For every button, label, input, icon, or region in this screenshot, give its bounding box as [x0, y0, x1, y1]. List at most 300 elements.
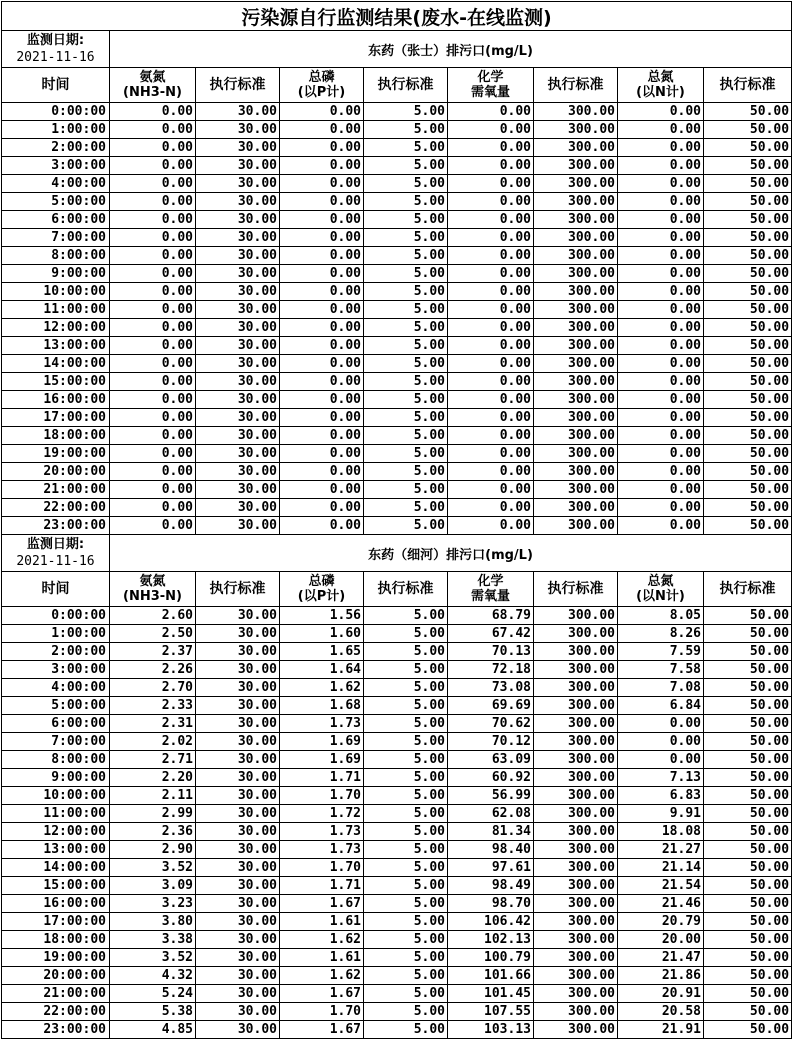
value-cell: 3.23 [110, 895, 196, 913]
table-row [2, 265, 792, 283]
column-header-line2: (以N计) [636, 85, 685, 100]
value-cell: 2.11 [110, 787, 196, 805]
value-cell: 5.00 [364, 751, 448, 769]
table-row [2, 751, 792, 769]
value-cell: 0.00 [110, 337, 196, 355]
value-cell: 3.09 [110, 877, 196, 895]
value-cell: 30.00 [196, 319, 280, 337]
value-cell: 0.00 [448, 445, 534, 463]
value-cell: 102.13 [448, 931, 534, 949]
value-cell: 20.79 [618, 913, 704, 931]
table-row [2, 823, 792, 841]
time-cell: 7:00:00 [2, 229, 110, 247]
value-cell: 4.32 [110, 967, 196, 985]
value-cell: 2.31 [110, 715, 196, 733]
value-cell: 50.00 [704, 607, 792, 625]
value-cell: 5.00 [364, 679, 448, 697]
value-cell: 0.00 [280, 139, 364, 157]
table-row [2, 373, 792, 391]
column-header [534, 68, 618, 103]
time-cell: 21:00:00 [2, 481, 110, 499]
time-cell: 19:00:00 [2, 445, 110, 463]
value-cell: 1.73 [280, 715, 364, 733]
value-cell: 30.00 [196, 859, 280, 877]
value-cell: 0.00 [280, 517, 364, 535]
value-cell: 300.00 [534, 661, 618, 679]
value-cell: 30.00 [196, 967, 280, 985]
time-cell: 20:00:00 [2, 967, 110, 985]
value-cell: 300.00 [534, 193, 618, 211]
value-cell: 5.00 [364, 823, 448, 841]
value-cell: 50.00 [704, 409, 792, 427]
value-cell: 5.00 [364, 499, 448, 517]
value-cell: 0.00 [280, 193, 364, 211]
value-cell: 98.40 [448, 841, 534, 859]
value-cell: 5.00 [364, 715, 448, 733]
time-cell: 16:00:00 [2, 895, 110, 913]
value-cell: 50.00 [704, 751, 792, 769]
column-header [2, 68, 110, 103]
value-cell: 0.00 [618, 157, 704, 175]
value-cell: 21.86 [618, 967, 704, 985]
value-cell: 0.00 [618, 733, 704, 751]
column-header-line2: (NH3-N) [123, 589, 182, 604]
column-header-line1: 氨氮 [139, 574, 166, 589]
table-row [2, 805, 792, 823]
value-cell: 30.00 [196, 337, 280, 355]
time-cell: 16:00:00 [2, 391, 110, 409]
value-cell: 300.00 [534, 607, 618, 625]
value-cell: 5.00 [364, 211, 448, 229]
value-cell: 50.00 [704, 967, 792, 985]
value-cell: 0.00 [280, 481, 364, 499]
value-cell: 30.00 [196, 985, 280, 1003]
column-header-line1: 总磷 [308, 574, 335, 589]
column-header-line1: 执行标准 [209, 580, 266, 597]
value-cell: 63.09 [448, 751, 534, 769]
value-cell: 300.00 [534, 769, 618, 787]
column-header-line1: 执行标准 [719, 76, 776, 93]
value-cell: 5.00 [364, 175, 448, 193]
value-cell: 300.00 [534, 1021, 618, 1039]
value-cell: 2.36 [110, 823, 196, 841]
value-cell: 5.00 [364, 877, 448, 895]
table-row [2, 247, 792, 265]
value-cell: 30.00 [196, 895, 280, 913]
value-cell: 5.00 [364, 319, 448, 337]
time-cell: 22:00:00 [2, 499, 110, 517]
value-cell: 101.45 [448, 985, 534, 1003]
value-cell: 0.00 [448, 121, 534, 139]
value-cell: 5.00 [364, 355, 448, 373]
value-cell: 5.00 [364, 805, 448, 823]
table-row [2, 967, 792, 985]
value-cell: 30.00 [196, 625, 280, 643]
section-header-row [2, 535, 792, 572]
value-cell: 300.00 [534, 499, 618, 517]
value-cell: 30.00 [196, 841, 280, 859]
value-cell: 2.37 [110, 643, 196, 661]
value-cell: 0.00 [110, 499, 196, 517]
value-cell: 0.00 [618, 391, 704, 409]
value-cell: 50.00 [704, 265, 792, 283]
time-cell: 0:00:00 [2, 607, 110, 625]
value-cell: 5.00 [364, 769, 448, 787]
value-cell: 50.00 [704, 859, 792, 877]
value-cell: 300.00 [534, 427, 618, 445]
value-cell: 5.00 [364, 427, 448, 445]
value-cell: 0.00 [280, 445, 364, 463]
value-cell: 30.00 [196, 661, 280, 679]
time-cell: 11:00:00 [2, 301, 110, 319]
value-cell: 1.60 [280, 625, 364, 643]
value-cell: 0.00 [448, 517, 534, 535]
table-row [2, 841, 792, 859]
value-cell: 30.00 [196, 643, 280, 661]
value-cell: 300.00 [534, 643, 618, 661]
column-header-line1: 执行标准 [547, 76, 604, 93]
table-row [2, 517, 792, 535]
value-cell: 5.00 [364, 697, 448, 715]
value-cell: 1.70 [280, 1003, 364, 1021]
time-cell: 4:00:00 [2, 679, 110, 697]
value-cell: 1.73 [280, 841, 364, 859]
table-row [2, 499, 792, 517]
value-cell: 97.61 [448, 859, 534, 877]
value-cell: 70.62 [448, 715, 534, 733]
value-cell: 5.00 [364, 121, 448, 139]
value-cell: 50.00 [704, 157, 792, 175]
time-cell: 18:00:00 [2, 931, 110, 949]
value-cell: 0.00 [110, 211, 196, 229]
value-cell: 101.66 [448, 967, 534, 985]
value-cell: 5.00 [364, 895, 448, 913]
value-cell: 50.00 [704, 931, 792, 949]
value-cell: 50.00 [704, 985, 792, 1003]
value-cell: 50.00 [704, 1003, 792, 1021]
column-header [280, 572, 364, 607]
value-cell: 300.00 [534, 103, 618, 121]
monitoring-date [2, 31, 110, 68]
table-row [2, 157, 792, 175]
column-header [280, 68, 364, 103]
date-value: 2021-11-16 [16, 50, 95, 65]
column-header-line1: 氨氮 [139, 70, 166, 85]
value-cell: 18.08 [618, 823, 704, 841]
time-cell: 7:00:00 [2, 733, 110, 751]
value-cell: 100.79 [448, 949, 534, 967]
time-cell: 20:00:00 [2, 463, 110, 481]
value-cell: 50.00 [704, 445, 792, 463]
value-cell: 1.65 [280, 643, 364, 661]
value-cell: 30.00 [196, 373, 280, 391]
table-row [2, 643, 792, 661]
column-header-line1: 执行标准 [377, 580, 434, 597]
value-cell: 6.84 [618, 697, 704, 715]
time-cell: 3:00:00 [2, 157, 110, 175]
time-cell: 17:00:00 [2, 913, 110, 931]
value-cell: 50.00 [704, 913, 792, 931]
value-cell: 5.00 [364, 841, 448, 859]
value-cell: 50.00 [704, 121, 792, 139]
value-cell: 106.42 [448, 913, 534, 931]
value-cell: 7.08 [618, 679, 704, 697]
value-cell: 0.00 [448, 193, 534, 211]
value-cell: 50.00 [704, 643, 792, 661]
value-cell: 0.00 [448, 319, 534, 337]
value-cell: 30.00 [196, 697, 280, 715]
value-cell: 300.00 [534, 967, 618, 985]
monitoring-table [1, 1, 792, 1039]
time-cell: 2:00:00 [2, 139, 110, 157]
value-cell: 0.00 [110, 103, 196, 121]
value-cell: 20.91 [618, 985, 704, 1003]
value-cell: 30.00 [196, 607, 280, 625]
table-row [2, 715, 792, 733]
value-cell: 50.00 [704, 211, 792, 229]
value-cell: 50.00 [704, 139, 792, 157]
column-header [704, 68, 792, 103]
time-cell: 2:00:00 [2, 643, 110, 661]
value-cell: 0.00 [280, 499, 364, 517]
value-cell: 50.00 [704, 517, 792, 535]
table-row [2, 103, 792, 121]
value-cell: 5.38 [110, 1003, 196, 1021]
value-cell: 300.00 [534, 715, 618, 733]
value-cell: 0.00 [110, 355, 196, 373]
value-cell: 8.26 [618, 625, 704, 643]
column-header-line2: (NH3-N) [123, 85, 182, 100]
value-cell: 300.00 [534, 337, 618, 355]
value-cell: 5.00 [364, 985, 448, 1003]
value-cell: 0.00 [448, 283, 534, 301]
value-cell: 50.00 [704, 769, 792, 787]
time-cell: 23:00:00 [2, 1021, 110, 1039]
time-cell: 17:00:00 [2, 409, 110, 427]
value-cell: 300.00 [534, 283, 618, 301]
value-cell: 3.52 [110, 949, 196, 967]
value-cell: 0.00 [618, 409, 704, 427]
time-cell: 13:00:00 [2, 337, 110, 355]
value-cell: 50.00 [704, 391, 792, 409]
value-cell: 0.00 [448, 499, 534, 517]
date-label: 监测日期: [26, 537, 85, 552]
value-cell: 50.00 [704, 679, 792, 697]
value-cell: 0.00 [110, 265, 196, 283]
value-cell: 5.00 [364, 1021, 448, 1039]
table-row [2, 283, 792, 301]
value-cell: 21.54 [618, 877, 704, 895]
value-cell: 3.52 [110, 859, 196, 877]
value-cell: 5.00 [364, 931, 448, 949]
time-cell: 14:00:00 [2, 859, 110, 877]
value-cell: 0.00 [618, 715, 704, 733]
value-cell: 5.00 [364, 1003, 448, 1021]
value-cell: 300.00 [534, 625, 618, 643]
value-cell: 5.00 [364, 661, 448, 679]
value-cell: 1.62 [280, 931, 364, 949]
value-cell: 2.33 [110, 697, 196, 715]
value-cell: 2.50 [110, 625, 196, 643]
value-cell: 2.99 [110, 805, 196, 823]
value-cell: 6.83 [618, 787, 704, 805]
value-cell: 50.00 [704, 175, 792, 193]
value-cell: 0.00 [280, 121, 364, 139]
value-cell: 300.00 [534, 697, 618, 715]
value-cell: 2.70 [110, 679, 196, 697]
value-cell: 1.64 [280, 661, 364, 679]
column-header [110, 68, 196, 103]
value-cell: 1.61 [280, 949, 364, 967]
table-row [2, 949, 792, 967]
time-cell: 1:00:00 [2, 121, 110, 139]
value-cell: 0.00 [280, 229, 364, 247]
value-cell: 103.13 [448, 1021, 534, 1039]
value-cell: 50.00 [704, 373, 792, 391]
value-cell: 0.00 [448, 139, 534, 157]
table-row [2, 877, 792, 895]
value-cell: 5.00 [364, 103, 448, 121]
value-cell: 1.69 [280, 733, 364, 751]
value-cell: 0.00 [280, 391, 364, 409]
time-cell: 15:00:00 [2, 877, 110, 895]
value-cell: 300.00 [534, 175, 618, 193]
time-cell: 11:00:00 [2, 805, 110, 823]
value-cell: 50.00 [704, 625, 792, 643]
value-cell: 0.00 [618, 481, 704, 499]
value-cell: 0.00 [448, 463, 534, 481]
value-cell: 300.00 [534, 409, 618, 427]
value-cell: 0.00 [618, 103, 704, 121]
value-cell: 70.12 [448, 733, 534, 751]
column-header-line1: 执行标准 [547, 580, 604, 597]
table-row [2, 679, 792, 697]
time-cell: 3:00:00 [2, 661, 110, 679]
value-cell: 300.00 [534, 931, 618, 949]
value-cell: 21.47 [618, 949, 704, 967]
value-cell: 30.00 [196, 679, 280, 697]
value-cell: 5.00 [364, 283, 448, 301]
value-cell: 0.00 [110, 481, 196, 499]
column-header [704, 572, 792, 607]
value-cell: 30.00 [196, 283, 280, 301]
value-cell: 30.00 [196, 157, 280, 175]
value-cell: 69.69 [448, 697, 534, 715]
value-cell: 30.00 [196, 787, 280, 805]
value-cell: 0.00 [618, 373, 704, 391]
report-sheet [1, 1, 791, 1039]
value-cell: 300.00 [534, 517, 618, 535]
value-cell: 2.20 [110, 769, 196, 787]
column-header [534, 572, 618, 607]
value-cell: 0.00 [110, 409, 196, 427]
value-cell: 0.00 [618, 301, 704, 319]
value-cell: 1.71 [280, 769, 364, 787]
value-cell: 30.00 [196, 949, 280, 967]
value-cell: 0.00 [618, 211, 704, 229]
table-row [2, 175, 792, 193]
value-cell: 50.00 [704, 427, 792, 445]
value-cell: 0.00 [280, 319, 364, 337]
value-cell: 0.00 [110, 193, 196, 211]
value-cell: 0.00 [618, 337, 704, 355]
column-header-line2: (以N计) [636, 589, 685, 604]
value-cell: 0.00 [280, 373, 364, 391]
value-cell: 300.00 [534, 787, 618, 805]
table-row [2, 427, 792, 445]
value-cell: 300.00 [534, 985, 618, 1003]
value-cell: 2.60 [110, 607, 196, 625]
value-cell: 0.00 [618, 499, 704, 517]
monitoring-date [2, 535, 110, 572]
value-cell: 30.00 [196, 229, 280, 247]
value-cell: 5.00 [364, 913, 448, 931]
value-cell: 20.58 [618, 1003, 704, 1021]
value-cell: 0.00 [110, 445, 196, 463]
table-row [2, 121, 792, 139]
value-cell: 0.00 [280, 355, 364, 373]
column-header-row [2, 572, 792, 607]
value-cell: 1.67 [280, 895, 364, 913]
table-row [2, 1021, 792, 1039]
column-header-line1: 总磷 [308, 70, 335, 85]
time-cell: 5:00:00 [2, 697, 110, 715]
value-cell: 2.71 [110, 751, 196, 769]
column-header-row [2, 68, 792, 103]
value-cell: 2.26 [110, 661, 196, 679]
value-cell: 300.00 [534, 733, 618, 751]
table-row [2, 769, 792, 787]
value-cell: 50.00 [704, 949, 792, 967]
value-cell: 1.61 [280, 913, 364, 931]
value-cell: 5.00 [364, 301, 448, 319]
value-cell: 0.00 [618, 193, 704, 211]
value-cell: 0.00 [110, 517, 196, 535]
value-cell: 1.72 [280, 805, 364, 823]
value-cell: 70.13 [448, 643, 534, 661]
value-cell: 1.62 [280, 679, 364, 697]
value-cell: 0.00 [280, 175, 364, 193]
value-cell: 30.00 [196, 211, 280, 229]
value-cell: 0.00 [448, 229, 534, 247]
value-cell: 300.00 [534, 301, 618, 319]
value-cell: 0.00 [618, 355, 704, 373]
table-row [2, 661, 792, 679]
value-cell: 300.00 [534, 751, 618, 769]
value-cell: 0.00 [448, 175, 534, 193]
value-cell: 3.80 [110, 913, 196, 931]
value-cell: 50.00 [704, 193, 792, 211]
column-header [110, 572, 196, 607]
value-cell: 81.34 [448, 823, 534, 841]
value-cell: 5.00 [364, 409, 448, 427]
value-cell: 98.70 [448, 895, 534, 913]
value-cell: 300.00 [534, 373, 618, 391]
value-cell: 300.00 [534, 1003, 618, 1021]
value-cell: 107.55 [448, 1003, 534, 1021]
time-cell: 14:00:00 [2, 355, 110, 373]
value-cell: 0.00 [618, 517, 704, 535]
value-cell: 21.46 [618, 895, 704, 913]
table-row [2, 301, 792, 319]
value-cell: 30.00 [196, 175, 280, 193]
value-cell: 30.00 [196, 247, 280, 265]
value-cell: 300.00 [534, 355, 618, 373]
table-row [2, 895, 792, 913]
column-header [196, 572, 280, 607]
value-cell: 30.00 [196, 769, 280, 787]
value-cell: 0.00 [448, 157, 534, 175]
